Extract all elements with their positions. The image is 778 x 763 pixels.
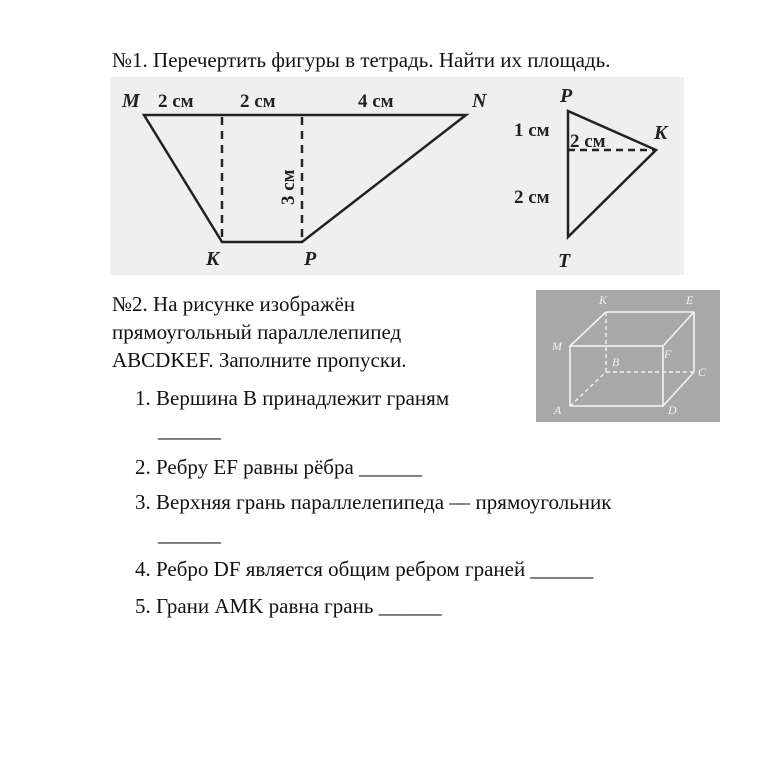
question-3-number: 3. — [135, 490, 151, 514]
box-vertex-c: C — [698, 365, 707, 379]
box-edge-mk — [570, 312, 606, 346]
triangle-shape — [568, 111, 656, 237]
question-3 — [135, 490, 611, 514]
segment-label-mk-foot: 2 см — [158, 91, 194, 112]
question-2-number: 2. — [135, 455, 151, 479]
box-edge-dc — [663, 372, 694, 406]
box-vertex-e: E — [686, 293, 694, 307]
triangle-label-height: 2 см — [570, 131, 606, 152]
box-figure-svg — [536, 290, 720, 422]
question-2 — [135, 455, 422, 479]
vertex-label-p: P — [304, 248, 317, 270]
box-edge-fe — [663, 312, 694, 346]
question-3-text: Верхняя грань параллелепипеда — прямоугольник — [156, 490, 612, 514]
box-vertex-a: A — [554, 403, 562, 417]
question-1-number: 1. — [135, 386, 151, 410]
box-vertex-k: K — [599, 293, 608, 307]
task2-intro-line-1: №2. На рисунке изображён — [112, 292, 356, 316]
question-5-text: Грани AMK равна грань ______ — [156, 594, 442, 618]
vertex-label-n: N — [472, 90, 487, 112]
task1-figures — [110, 77, 684, 275]
question-1-text: Вершина B принадлежит граням — [156, 386, 450, 410]
box-vertex-b: B — [612, 355, 620, 369]
height-label: 3 см — [278, 169, 299, 205]
triangle-label-lower: 2 см — [514, 187, 550, 208]
question-2-text: Ребру EF равны рёбра ______ — [156, 455, 423, 479]
box-vertex-d: D — [668, 403, 677, 417]
question-1-blank[interactable]: ______ — [158, 418, 221, 442]
triangle-vertex-k: K — [654, 122, 668, 144]
vertex-label-k: K — [206, 248, 220, 270]
task2-intro-line-3: ABCDKEF. Заполните пропуски. — [112, 348, 407, 372]
segment-label-kp-top: 2 см — [240, 91, 276, 112]
task2-box-figure — [536, 290, 720, 422]
segment-label-pn-top: 4 см — [358, 91, 394, 112]
triangle-vertex-p: P — [560, 85, 573, 107]
question-4-text: Ребро DF является общим ребром граней ______ — [156, 557, 594, 581]
box-vertex-f: F — [664, 347, 672, 361]
question-1 — [135, 386, 449, 410]
task2-intro-line-2: прямоугольный параллелепипед — [112, 320, 402, 344]
triangle-vertex-t: T — [558, 250, 571, 272]
question-5-number: 5. — [135, 594, 151, 618]
question-3-blank[interactable]: ______ — [158, 522, 221, 546]
box-vertex-m: M — [552, 339, 562, 353]
trapezoid-shape — [144, 115, 466, 242]
vertex-label-m: M — [122, 90, 140, 112]
question-4 — [135, 557, 593, 581]
triangle-label-upper: 1 см — [514, 120, 550, 141]
question-5 — [135, 594, 442, 618]
task1-figures-svg — [110, 77, 684, 275]
question-4-number: 4. — [135, 557, 151, 581]
box-hidden-edge-ab — [570, 372, 606, 406]
task1-title: №1. Перечертить фигуры в тетрадь. Найти их площадь. — [112, 48, 611, 72]
